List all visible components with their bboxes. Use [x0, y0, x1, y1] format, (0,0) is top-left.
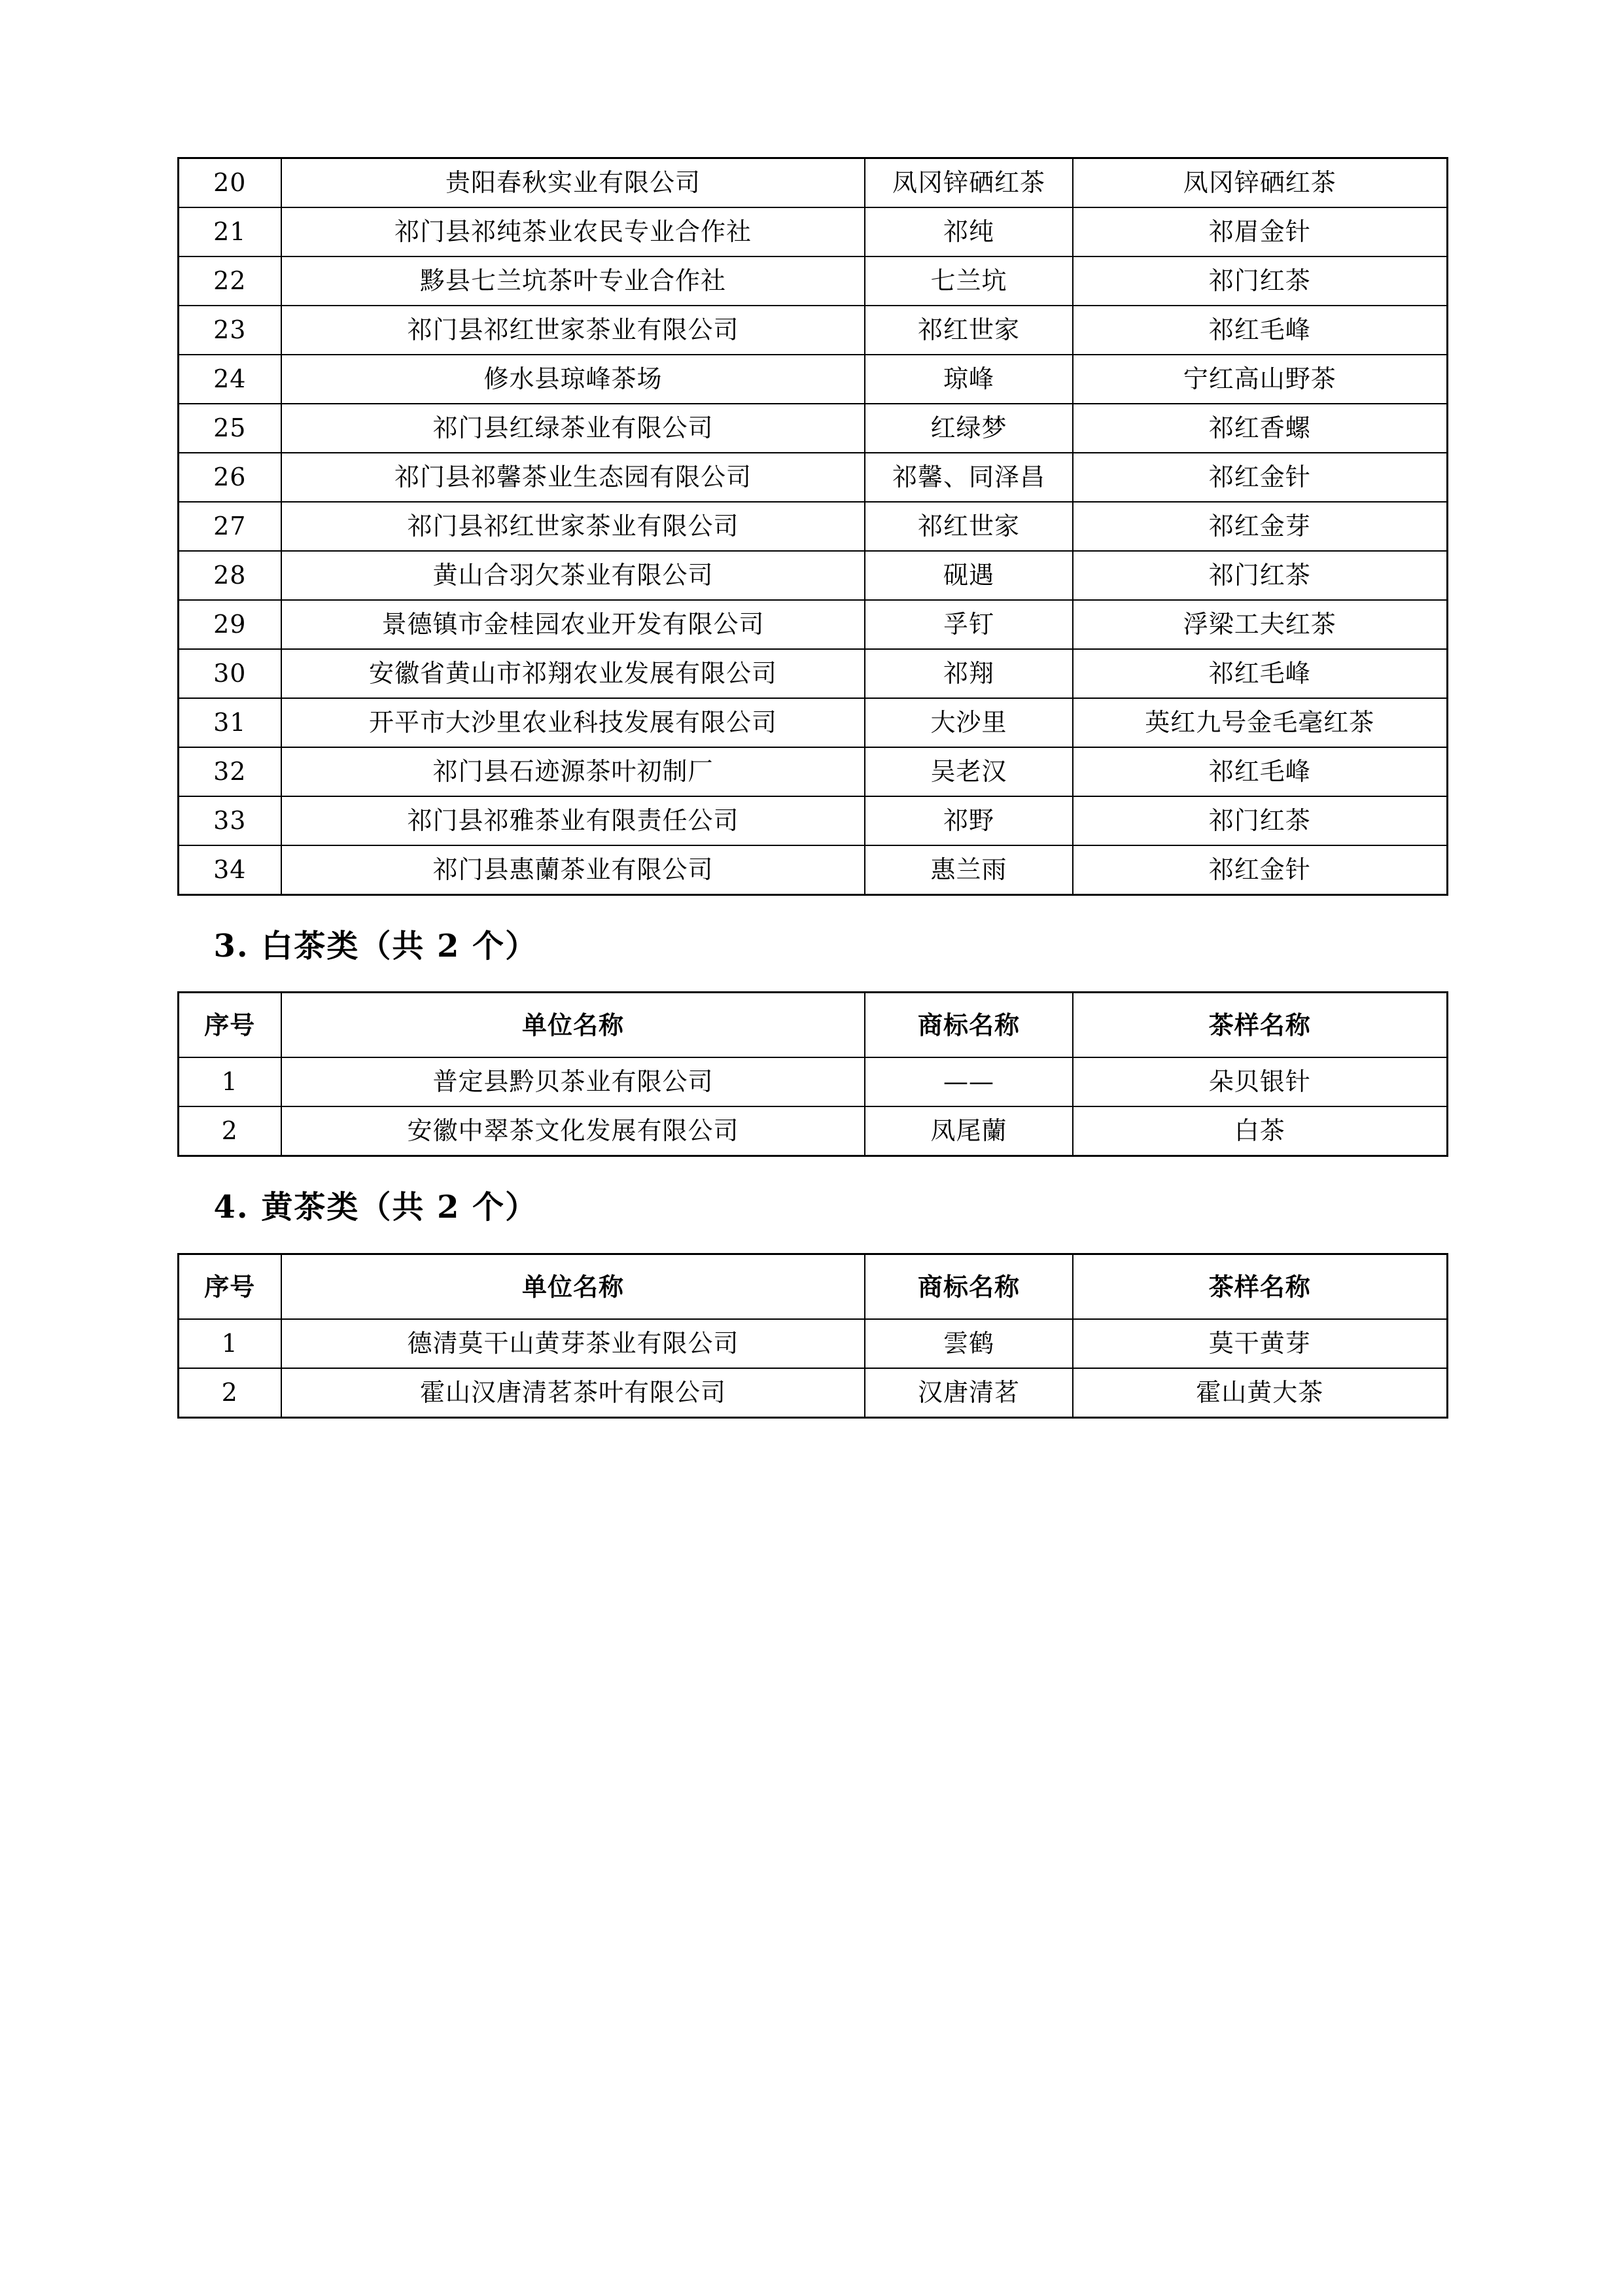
cell-tea: 祁红香螺 [1073, 404, 1447, 453]
cell-brand: 孚钉 [865, 600, 1073, 649]
cell-seq: 23 [178, 306, 281, 355]
cell-seq: 1 [178, 1319, 281, 1368]
cell-tea: 祁红金针 [1073, 453, 1447, 502]
table-row [178, 1106, 1447, 1156]
cell-unit: 黟县七兰坑茶叶专业合作社 [281, 256, 865, 306]
cell-seq: 20 [178, 158, 281, 208]
yellow-tea-section-heading: 4. 黄茶类（共 2 个） [213, 1189, 538, 1226]
cell-brand: 凤冈锌硒红茶 [865, 158, 1073, 208]
page-content [177, 157, 1446, 1419]
yellow-tea-header-row [178, 1254, 1447, 1319]
cell-tea: 祁红毛峰 [1073, 747, 1447, 796]
cell-tea: 祁门红茶 [1073, 551, 1447, 600]
cell-tea: 祁门红茶 [1073, 796, 1447, 845]
white-tea-table [177, 991, 1448, 1157]
cell-brand: 祁红世家 [865, 502, 1073, 551]
cell-unit: 祁门县祁馨茶业生态园有限公司 [281, 453, 865, 502]
cell-brand: 红绿梦 [865, 404, 1073, 453]
column-header-unit: 单位名称 [281, 1254, 865, 1319]
cell-brand: 祁野 [865, 796, 1073, 845]
cell-unit: 德清莫干山黄芽茶业有限公司 [281, 1319, 865, 1368]
table-row [178, 600, 1447, 649]
table-row [178, 256, 1447, 306]
cell-brand: 惠兰雨 [865, 845, 1073, 895]
table-row [178, 306, 1447, 355]
cell-tea: 莫干黄芽 [1073, 1319, 1447, 1368]
table-row [178, 502, 1447, 551]
cell-brand: 砚遇 [865, 551, 1073, 600]
cell-brand: 七兰坑 [865, 256, 1073, 306]
cell-unit: 祁门县祁红世家茶业有限公司 [281, 502, 865, 551]
cell-seq: 28 [178, 551, 281, 600]
cell-tea: 祁红毛峰 [1073, 649, 1447, 698]
cell-unit: 贵阳春秋实业有限公司 [281, 158, 865, 208]
cell-tea: 祁眉金针 [1073, 207, 1447, 256]
table-row [178, 1368, 1447, 1418]
cell-unit: 景德镇市金桂园农业开发有限公司 [281, 600, 865, 649]
table-row [178, 355, 1447, 404]
cell-tea: 宁红高山野茶 [1073, 355, 1447, 404]
table-row [178, 796, 1447, 845]
cell-unit: 祁门县祁纯茶业农民专业合作社 [281, 207, 865, 256]
column-header-seq: 序号 [178, 993, 281, 1058]
table-row [178, 649, 1447, 698]
white-tea-table-body [178, 1057, 1447, 1156]
cell-tea: 祁红金针 [1073, 845, 1447, 895]
cell-brand: 吴老汉 [865, 747, 1073, 796]
cell-seq: 34 [178, 845, 281, 895]
cell-unit: 安徽中翠茶文化发展有限公司 [281, 1106, 865, 1156]
cell-tea: 朵贝银针 [1073, 1057, 1447, 1106]
table-row [178, 1057, 1447, 1106]
cell-brand: 琼峰 [865, 355, 1073, 404]
table-row [178, 158, 1447, 208]
column-header-seq: 序号 [178, 1254, 281, 1319]
cell-brand: 大沙里 [865, 698, 1073, 747]
table-row [178, 453, 1447, 502]
cell-seq: 33 [178, 796, 281, 845]
cell-seq: 21 [178, 207, 281, 256]
cell-tea: 英红九号金毛毫红茶 [1073, 698, 1447, 747]
cell-unit: 祁门县祁雅茶业有限责任公司 [281, 796, 865, 845]
cell-unit: 安徽省黄山市祁翔农业发展有限公司 [281, 649, 865, 698]
cell-seq: 26 [178, 453, 281, 502]
cell-tea: 祁门红茶 [1073, 256, 1447, 306]
white-tea-section-heading: 3. 白茶类（共 2 个） [213, 928, 538, 964]
table-row [178, 404, 1447, 453]
cell-brand: 祁红世家 [865, 306, 1073, 355]
cell-seq: 2 [178, 1368, 281, 1418]
cell-seq: 29 [178, 600, 281, 649]
cell-seq: 27 [178, 502, 281, 551]
white-tea-header-row [178, 993, 1447, 1058]
cell-brand: 汉唐清茗 [865, 1368, 1073, 1418]
cell-unit: 开平市大沙里农业科技发展有限公司 [281, 698, 865, 747]
cell-seq: 1 [178, 1057, 281, 1106]
cell-seq: 24 [178, 355, 281, 404]
yellow-tea-table-body [178, 1319, 1447, 1418]
column-header-brand: 商标名称 [865, 1254, 1073, 1319]
cell-tea: 浮梁工夫红茶 [1073, 600, 1447, 649]
cell-seq: 25 [178, 404, 281, 453]
cell-brand: 祁馨、同泽昌 [865, 453, 1073, 502]
cell-brand: 祁翔 [865, 649, 1073, 698]
cell-seq: 2 [178, 1106, 281, 1156]
table-row [178, 747, 1447, 796]
cell-tea: 白茶 [1073, 1106, 1447, 1156]
cell-tea: 霍山黄大茶 [1073, 1368, 1447, 1418]
cell-seq: 32 [178, 747, 281, 796]
cell-unit: 普定县黔贝茶业有限公司 [281, 1057, 865, 1106]
cell-unit: 祁门县祁红世家茶业有限公司 [281, 306, 865, 355]
cell-seq: 30 [178, 649, 281, 698]
cell-seq: 22 [178, 256, 281, 306]
cell-unit: 霍山汉唐清茗茶叶有限公司 [281, 1368, 865, 1418]
cell-seq: 31 [178, 698, 281, 747]
cell-unit: 祁门县惠蘭茶业有限公司 [281, 845, 865, 895]
red-tea-table-body [178, 158, 1447, 895]
cell-tea: 祁红毛峰 [1073, 306, 1447, 355]
table-row [178, 551, 1447, 600]
cell-brand: 雲鹤 [865, 1319, 1073, 1368]
column-header-brand: 商标名称 [865, 993, 1073, 1058]
red-tea-continuation-table [177, 157, 1448, 896]
table-row [178, 845, 1447, 895]
table-row [178, 207, 1447, 256]
column-header-unit: 单位名称 [281, 993, 865, 1058]
yellow-tea-table [177, 1253, 1448, 1419]
table-row [178, 1319, 1447, 1368]
cell-brand: 凤尾蘭 [865, 1106, 1073, 1156]
column-header-tea: 茶样名称 [1073, 1254, 1447, 1319]
cell-brand: 祁纯 [865, 207, 1073, 256]
cell-unit: 黄山合羽欠茶业有限公司 [281, 551, 865, 600]
cell-tea: 凤冈锌硒红茶 [1073, 158, 1447, 208]
column-header-tea: 茶样名称 [1073, 993, 1447, 1058]
cell-unit: 祁门县石迹源茶叶初制厂 [281, 747, 865, 796]
table-row [178, 698, 1447, 747]
cell-brand: —— [865, 1057, 1073, 1106]
cell-tea: 祁红金芽 [1073, 502, 1447, 551]
cell-unit: 祁门县红绿茶业有限公司 [281, 404, 865, 453]
cell-unit: 修水县琼峰茶场 [281, 355, 865, 404]
